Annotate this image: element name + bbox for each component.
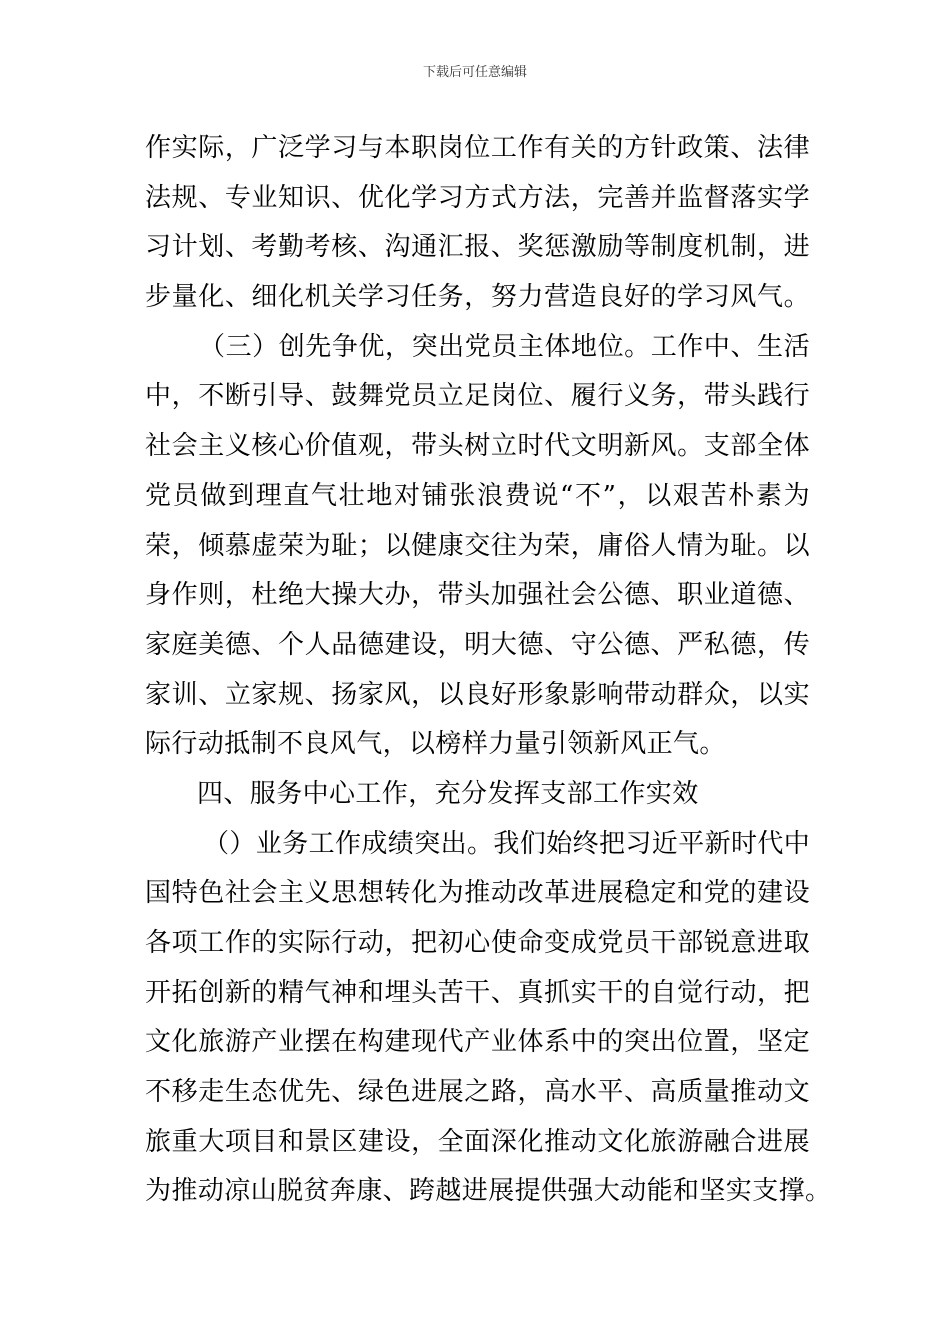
- paragraph-end-line: 际行动抵制不良风气，以榜样力量引领新风正气。: [145, 729, 726, 760]
- text-line: 开拓创新的精气神和埋头苦干、真抓实干的自觉行动，把: [145, 977, 810, 1008]
- text-line: 习计划、考勤考核、沟通汇报、奖惩激励等制度机制，进: [145, 232, 810, 263]
- text-line: 不移走生态优先、绿色进展之路，高水平、高质量推动文: [145, 1077, 810, 1108]
- text-line: 作实际，广泛学习与本职岗位工作有关的方针政策、法律: [145, 133, 810, 163]
- text-line: 旅重大项目和景区建设，全面深化推动文化旅游融合进展: [145, 1126, 810, 1157]
- text-line: 荣，倾慕虚荣为耻；以健康交往为荣，庸俗人情为耻。以: [145, 530, 810, 561]
- text-line: 家训、立家规、扬家风，以良好形象影响带动群众，以实: [145, 679, 810, 710]
- section-heading: 四、服务中心工作，充分发挥支部工作实效: [197, 778, 699, 809]
- text-line: 身作则，杜绝大操大办，带头加强社会公德、职业道德、: [145, 580, 810, 611]
- text-line: 各项工作的实际行动，把初心使命变成党员干部锐意进取: [145, 928, 810, 958]
- paragraph-start-line: （）业务工作成绩突出。我们始终把习近平新时代中: [203, 828, 811, 859]
- text-line: 文化旅游产业摆在构建现代产业体系中的突出位置，坚定: [145, 1027, 810, 1058]
- paragraph-start-line: （三）创先争优，突出党员主体地位。工作中、生活: [199, 331, 810, 362]
- text-line: 为推动凉山脱贫奔康、跨越进展提供强大动能和坚实支撑。: [145, 1176, 832, 1207]
- text-line: 社会主义核心价值观，带头树立时代文明新风。支部全体: [145, 431, 810, 462]
- text-line: 中，不断引导、鼓舞党员立足岗位、履行义务，带头践行: [145, 381, 810, 412]
- text-line: 国特色社会主义思想转化为推动改革进展稳定和党的建设: [145, 878, 810, 909]
- page-header: 下载后可任意编辑: [422, 65, 527, 80]
- text-line: 党员做到理直气壮地对铺张浪费说“不”，以艰苦朴素为: [145, 480, 810, 511]
- text-line: 家庭美德、个人品德建设，明大德、守公德、严私德，传: [145, 629, 810, 660]
- document-body: [145, 124, 832, 1217]
- text-line: 法规、专业知识、优化学习方式方法，完善并监督落实学: [145, 182, 810, 213]
- text-line: 步量化、细化机关学习任务，努力营造良好的学习风气。: [145, 282, 810, 313]
